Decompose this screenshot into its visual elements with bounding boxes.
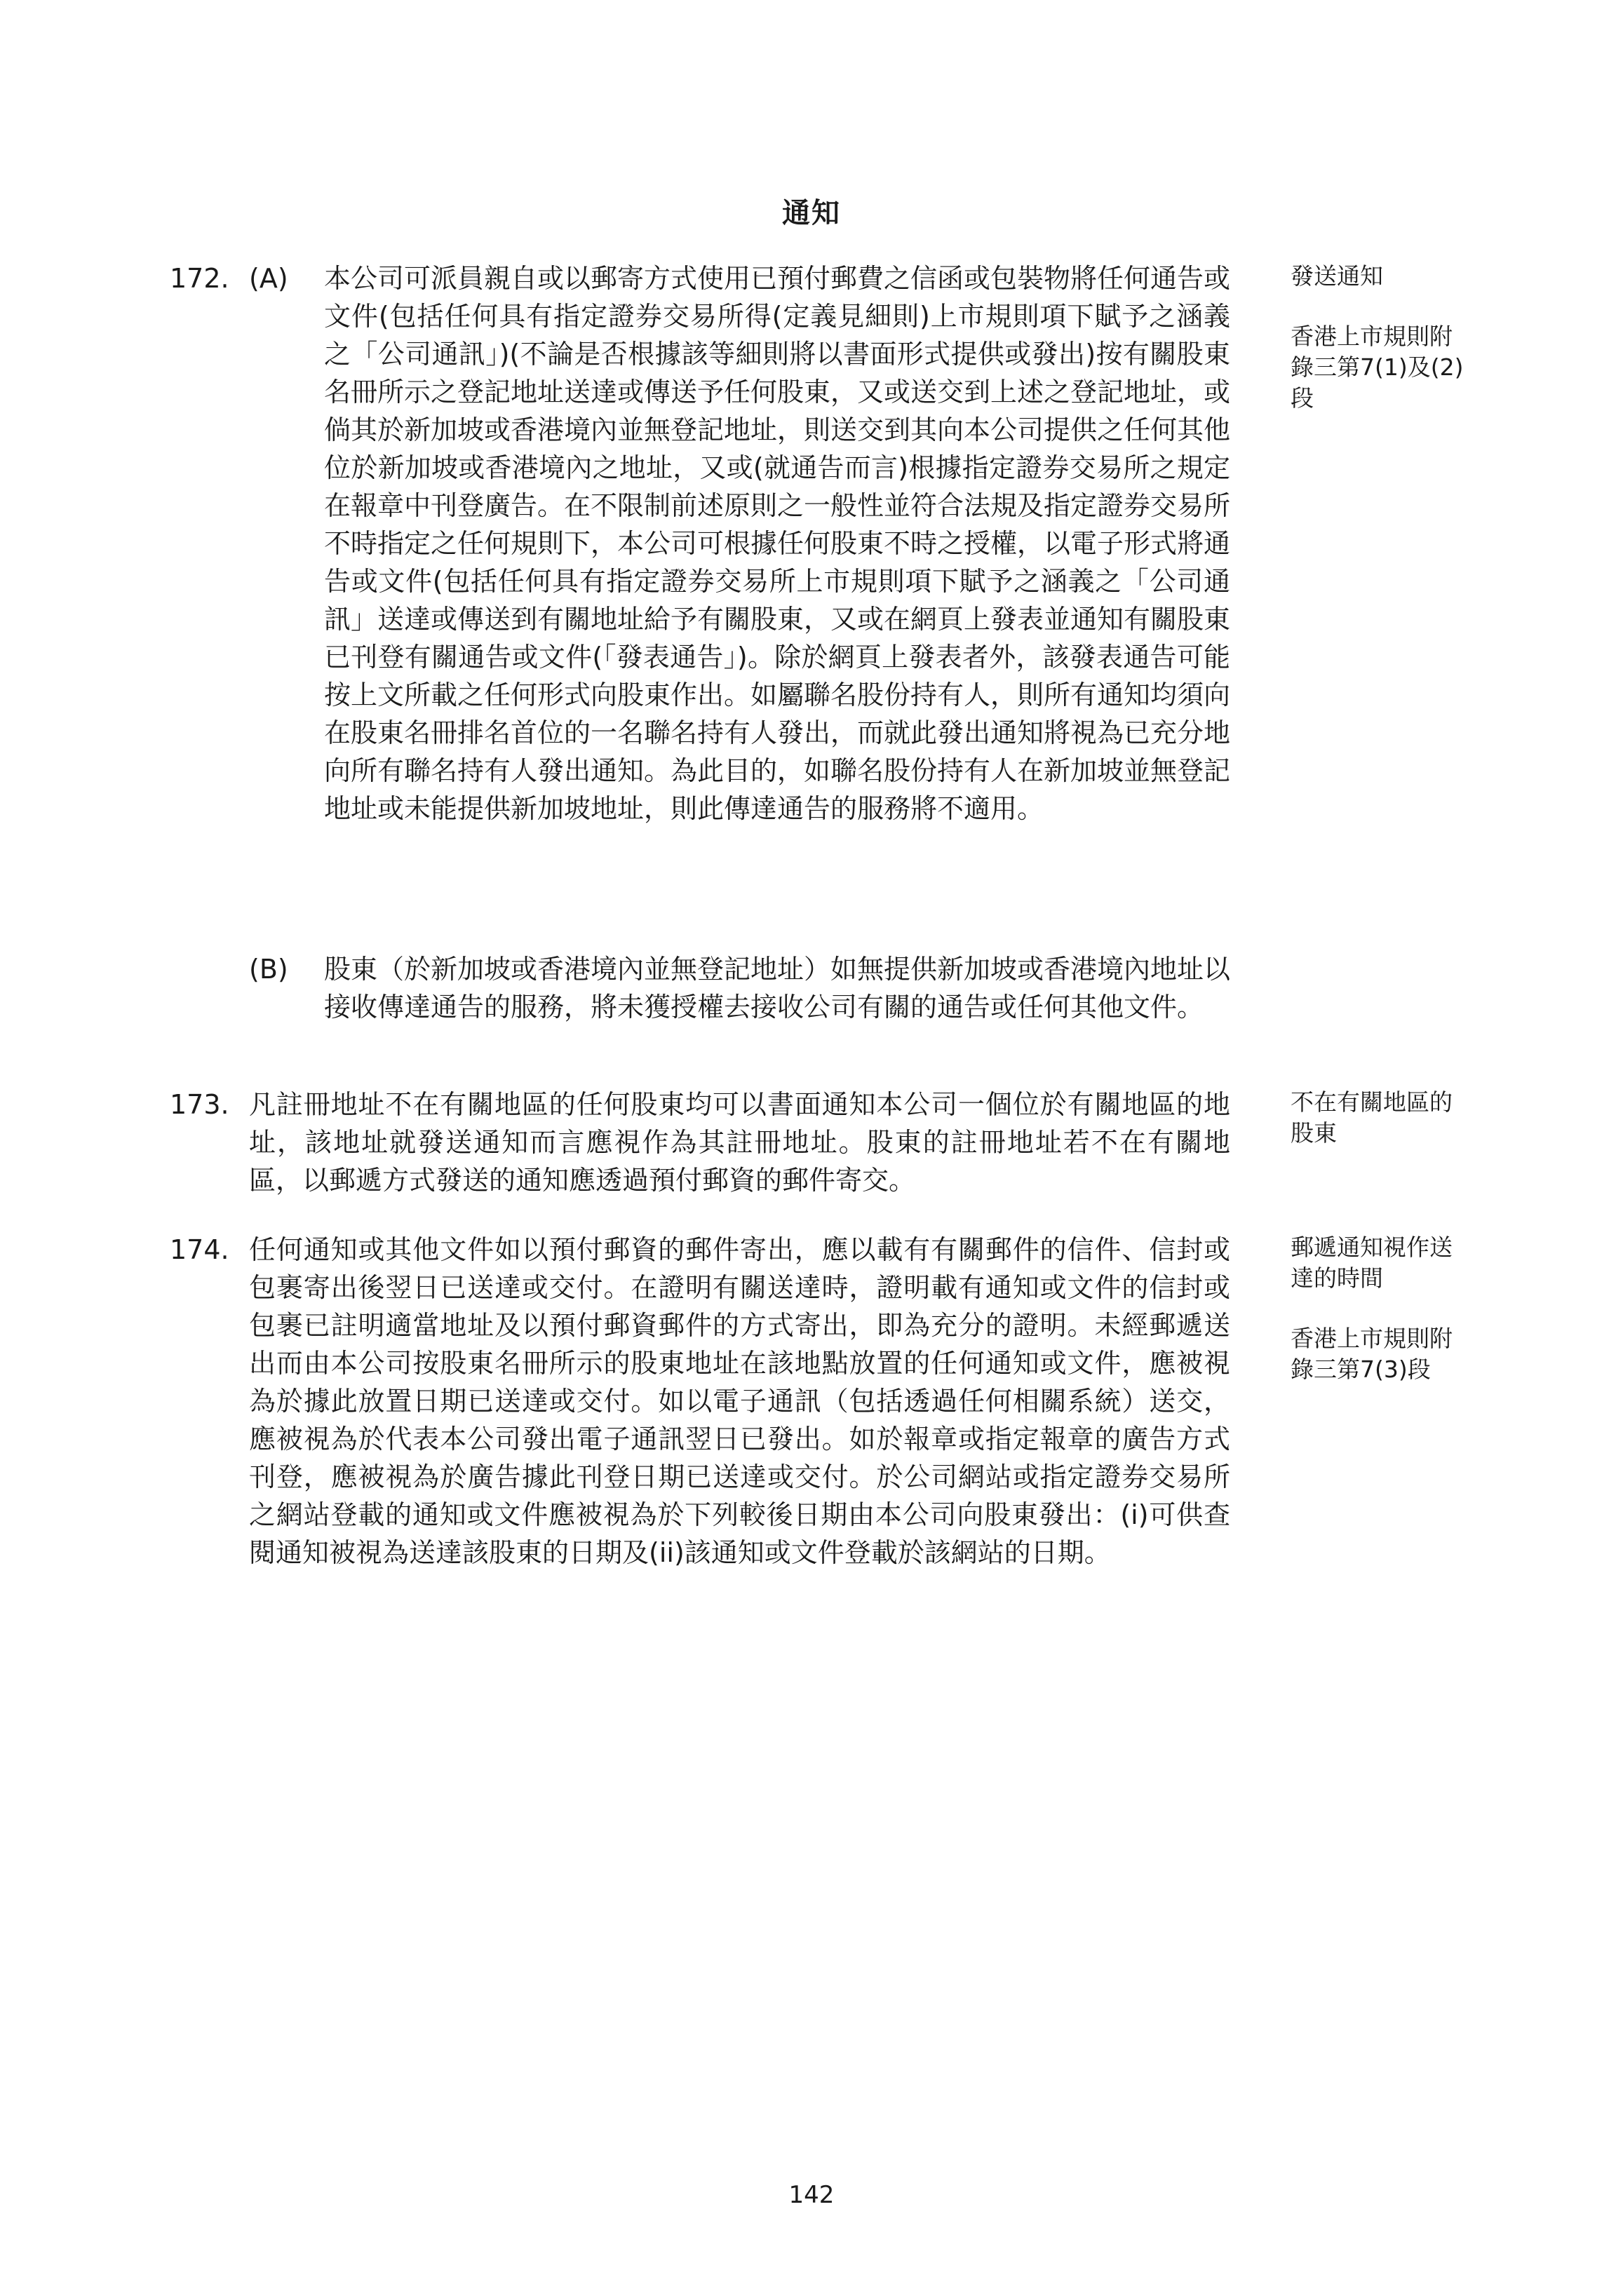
margin-note-members-outside: 不在有關地區的股東 bbox=[1291, 1088, 1453, 1147]
margin-note-listing-rule-174: 香港上市規則附錄三第7(3)段 bbox=[1291, 1325, 1453, 1383]
subclause-label-172b: (B) bbox=[249, 954, 288, 985]
clause-172a-text: 本公司可派員親自或以郵寄方式使用已預付郵費之信函或包裝物將任何通告或文件(包括任何具有指定證券交易所得(定義見細則)上市規則項下賦予之涵義之「公司通訊」)(不論是否根據該等細則將以書面形式提供或發出)按有關股東名冊所示之登記地址送達或傳送予任何股東，又或送交到上述之登記地址，或倘其於新加坡或香港境內並無登記地址，則送交到其向本公司提供之任何其他位於新加坡或香港境內之地址，又或(就通告而言)根據指定證券交易所之規定在報章中刊登廣告。在不限制前述原則之一般性並符合法規及指定證券交易所不時指定之任何規則下，本公司可根據任何股東不時之授權，以電子形式將通告或文件(包括任何具有指定證券交易所上市規則項下賦予之涵義之「公司通訊」送達或傳送到有關地址給予有關股東，又或在網頁上發表並通知有關股東已刊登有關通告或文件(「發表通告」)。除於網頁上發表者外，該發表通告可能按上文所載之任何形式向股東作出。如屬聯名股份持有人，則所有通知均須向在股東名冊排名首位的一名聯名持有人發出，而就此發出通知將視為已充分地向所有聯名持有人發出通知。為此目的，如聯名股份持有人在新加坡並無登記地址或未能提供新加坡地址，則此傳達通告的服務將不適用。 bbox=[324, 263, 1231, 824]
margin-note-service-time: 郵遞通知視作送達的時間 bbox=[1291, 1234, 1453, 1292]
margin-note-listing-rule-172: 香港上市規則附錄三第7(1)及(2)段 bbox=[1291, 323, 1464, 412]
clause-174-text: 任何通知或其他文件如以預付郵資的郵件寄出，應以載有有關郵件的信件、信封或包裹寄出後翌日已送達或交付。在證明有關送達時，證明載有通知或文件的信封或包裹已註明適當地址及以預付郵資郵件的方式寄出，即為充分的證明。未經郵遞送出而由本公司按股東名冊所示的股東地址在該地點放置的任何通知或文件，應被視為於據此放置日期已送達或交付。如以電子通訊（包括透過任何相關系統）送交，應被視為於代表本公司發出電子通訊翌日已發出。如於報章或指定報章的廣告方式刊登，應被視為於廣告據此刊登日期已送達或交付。於公司網站或指定證券交易所之網站登載的通知或文件應被視為於下列較後日期由本公司向股東發出：(i)可供查閱通知被視為送達該股東的日期及(ii)該通知或文件登載於該網站的日期。 bbox=[249, 1234, 1230, 1568]
clause-172b-text: 股東（於新加坡或香港境內並無登記地址）如無提供新加坡或香港境內地址以接收傳達通告的服務，將未獲授權去接收公司有關的通告或任何其他文件。 bbox=[324, 954, 1231, 1022]
page-number: 142 bbox=[788, 2181, 835, 2209]
clause-number-173: 173. bbox=[170, 1089, 229, 1120]
clause-number-174: 174. bbox=[170, 1234, 229, 1265]
clause-number-172: 172. bbox=[170, 263, 229, 294]
margin-note-sending-notices: 發送通知 bbox=[1291, 262, 1383, 290]
clause-173-text: 凡註冊地址不在有關地區的任何股東均可以書面通知本公司一個位於有關地區的地址，該地址就發送通知而言應視作為其註冊地址。股東的註冊地址若不在有關地區，以郵遞方式發送的通知應透過預付郵資的郵件寄交。 bbox=[249, 1089, 1230, 1196]
section-heading: 通知 bbox=[782, 197, 841, 229]
subclause-label-172a: (A) bbox=[249, 263, 288, 294]
